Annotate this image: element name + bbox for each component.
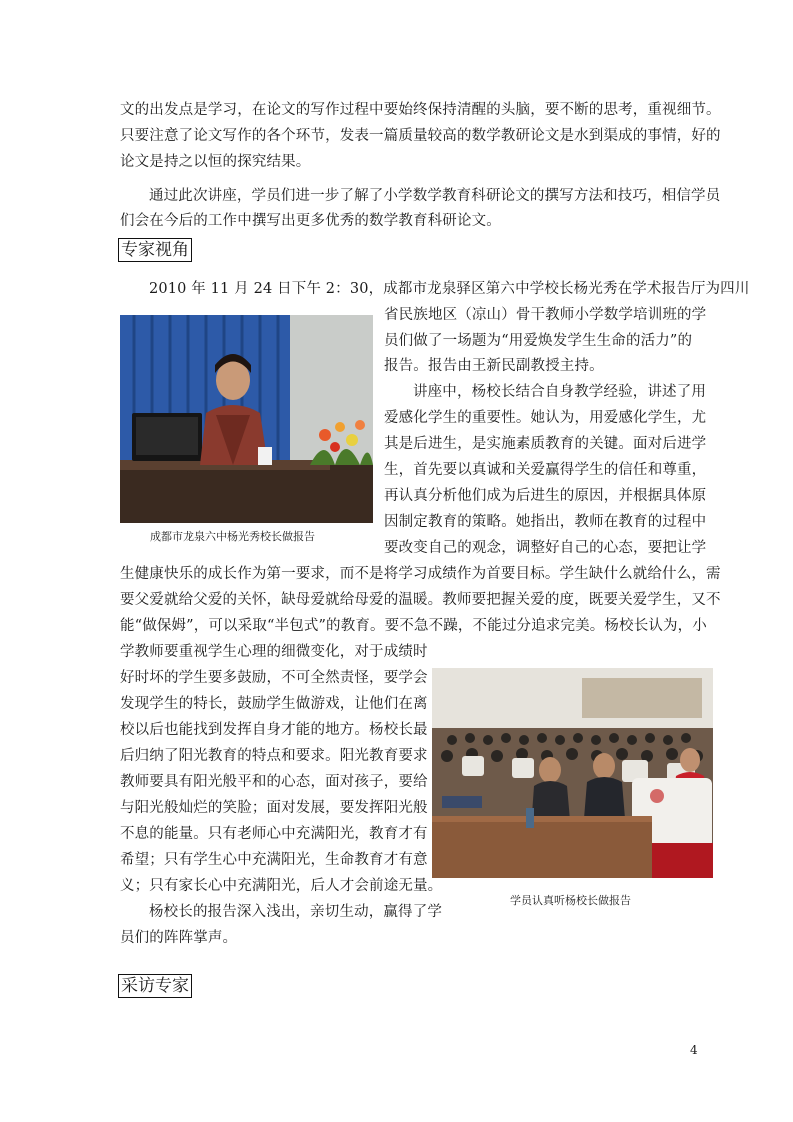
body-text-line: 员们的阵阵掌声。 [120, 930, 238, 946]
section-heading-expert-view: 专家视角 [118, 238, 192, 262]
body-text-line: 因制定教育的策略。她指出，教师在教育的过程中 [384, 514, 707, 530]
body-text-line: 省民族地区（凉山）骨干教师小学数学培训班的学 [384, 307, 707, 323]
body-text-line: 发现学生的特长，鼓励学生做游戏，让他们在离 [120, 696, 428, 712]
body-text-line: 能“做保姆”，可以采取“半包式”的教育。要不急不躁，不能过分追求完美。杨校长认为，小 [120, 618, 707, 634]
body-text-line: 爱感化学生的重要性。她认为，用爱感化学生，尤 [384, 410, 707, 426]
body-text-line: 后归纳了阳光教育的特点和要求。阳光教育要求 [120, 748, 428, 764]
body-text-line: 要父爱就给父爱的关怀，缺母爱就给母爱的温暖。教师要把握关爱的度，既要关爱学生，又不 [120, 592, 721, 608]
speaker-photo [120, 315, 373, 523]
photo-caption: 成都市龙泉六中杨光秀校长做报告 [150, 530, 315, 543]
body-text-line: 讲座中，杨校长结合自身教学经验，讲述了用 [413, 384, 706, 400]
body-text-line: 义；只有家长心中充满阳光，后人才会前途无量。 [120, 878, 443, 894]
body-text-line: 报告。报告由王新民副教授主持。 [384, 358, 604, 374]
body-text-line: 再认真分析他们成为后进生的原因，并根据具体原 [384, 488, 707, 504]
body-text-line: 们会在今后的工作中撰写出更多优秀的数学教育科研论文。 [120, 213, 501, 229]
body-text-line: 校以后也能找到发挥自身才能的地方。杨校长最 [120, 722, 428, 738]
page-number: 4 [690, 1043, 698, 1057]
body-text-line: 2010 年 11 月 24 日下午 2：30，成都市龙泉驿区第六中学校长杨光秀在学术报告厅为四川 [149, 281, 750, 297]
body-text-line: 与阳光般灿烂的笑脸；面对发展，要发挥阳光般 [120, 800, 428, 816]
body-text-line: 论文是持之以恒的探究结果。 [120, 154, 311, 170]
body-text-line: 教师要具有阳光般平和的心态，面对孩子，要给 [120, 774, 428, 790]
body-text-line: 文的出发点是学习，在论文的写作过程中要始终保持清醒的头脑，要不断的思考，重视细节。 [120, 102, 721, 118]
body-text-line: 要改变自己的观念，调整好自己的心态，要把让学 [384, 540, 707, 556]
body-text-line: 生健康快乐的成长作为第一要求，而不是将学习成绩作为首要目标。学生缺什么就给什么，需 [120, 566, 721, 582]
audience-photo [432, 668, 713, 878]
body-text-line: 员们做了一场题为“用爱焕发学生生命的活力”的 [384, 333, 693, 349]
body-text-line: 其是后进生，是实施素质教育的关键。面对后进学 [384, 436, 707, 452]
body-text-line: 学教师要重视学生心理的细微变化，对于成绩时 [120, 644, 428, 660]
body-text-line: 好时坏的学生要多鼓励，不可全然责怪，要学会 [120, 670, 428, 686]
body-text-line: 不息的能量。只有老师心中充满阳光，教育才有 [120, 826, 428, 842]
body-text-line: 希望；只有学生心中充满阳光，生命教育才有意 [120, 852, 428, 868]
body-text-line: 通过此次讲座，学员们进一步了解了小学数学教育科研论文的撰写方法和技巧，相信学员 [149, 188, 721, 204]
body-text-line: 生，首先要以真诚和关爱赢得学生的信任和尊重， [384, 462, 707, 478]
body-text-line: 只要注意了论文写作的各个环节，发表一篇质量较高的数学教研论文是水到渠成的事情，好的 [120, 128, 721, 144]
body-text-line: 杨校长的报告深入浅出，亲切生动，赢得了学 [149, 904, 442, 920]
section-heading-interview: 采访专家 [118, 974, 192, 998]
photo-caption: 学员认真听杨校长做报告 [510, 894, 631, 907]
